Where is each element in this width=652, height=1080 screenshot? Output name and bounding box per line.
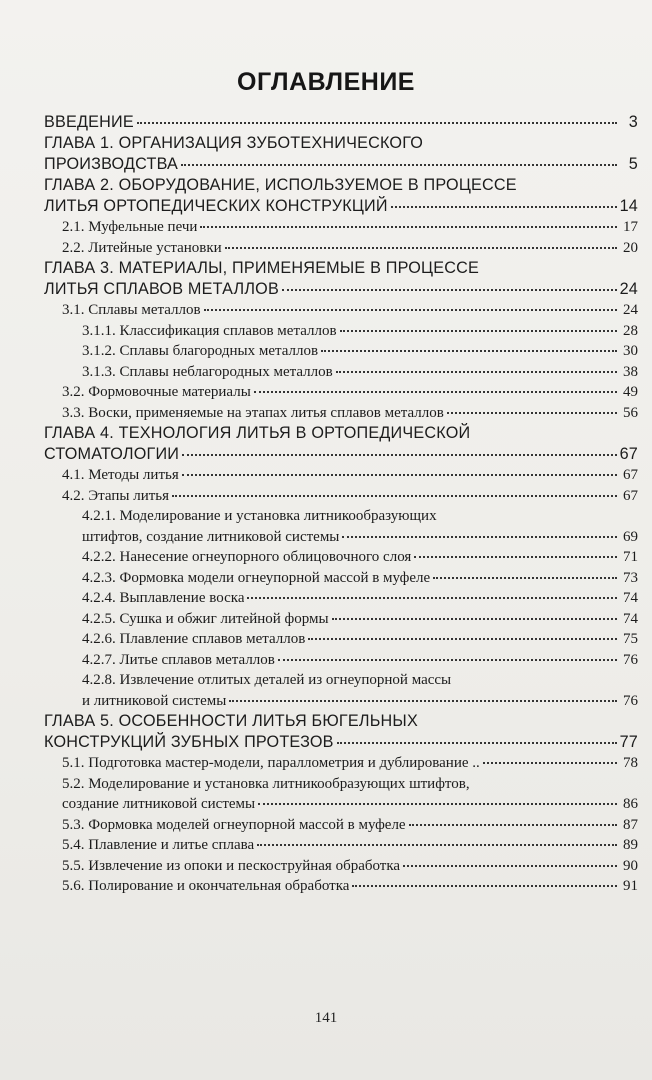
toc-entry bbox=[44, 382, 638, 403]
toc-entry-line bbox=[44, 711, 638, 732]
toc-entry bbox=[44, 609, 638, 630]
toc-page-number: 67 bbox=[623, 467, 638, 483]
toc-page-number: 76 bbox=[623, 692, 638, 709]
toc-entry-line bbox=[62, 856, 638, 877]
toc-entry-title: 3.1.3. Сплавы неблагородных металлов bbox=[82, 363, 333, 380]
toc-entry-title: 2.2. Литейные установки bbox=[62, 239, 222, 256]
toc-entry-line bbox=[82, 341, 638, 362]
toc-entry bbox=[44, 403, 638, 424]
toc-entry-title: ГЛАВА 5. ОСОБЕННОСТИ ЛИТЬЯ БЮГЕЛЬНЫХ bbox=[44, 712, 418, 730]
dot-leader bbox=[340, 330, 617, 332]
toc-page-number: 74 bbox=[623, 610, 638, 627]
toc-entry bbox=[44, 238, 638, 259]
dot-leader bbox=[181, 164, 617, 166]
toc-page-number: 20 bbox=[623, 239, 638, 256]
toc-entry-title: ПРОИЗВОДСТВА bbox=[44, 155, 179, 173]
toc-page-number: 78 bbox=[623, 755, 638, 771]
toc-page-number: 24 bbox=[623, 302, 638, 318]
toc-entry-line bbox=[82, 691, 638, 712]
dot-leader bbox=[258, 803, 617, 805]
toc-entry-title: ВВЕДЕНИЕ bbox=[44, 113, 134, 131]
toc-page-number: 86 bbox=[623, 796, 638, 812]
dot-leader bbox=[182, 474, 617, 476]
toc-entry-line bbox=[44, 112, 638, 133]
toc-entry-line bbox=[44, 196, 638, 217]
toc-entry bbox=[44, 486, 638, 507]
toc-page-number: 38 bbox=[623, 363, 638, 380]
toc-entry-title: 5.5. Извлечение из опоки и пескоструйная обработка bbox=[62, 857, 401, 874]
toc-entry-title: 4.2. Этапы литья bbox=[62, 487, 170, 504]
toc-entry-line bbox=[44, 444, 638, 465]
toc-entry-title: ГЛАВА 3. МАТЕРИАЛЫ, ПРИМЕНЯЕМЫЕ В ПРОЦЕССЕ bbox=[44, 259, 480, 277]
toc-entry-title: ЛИТЬЯ СПЛАВОВ МЕТАЛЛОВ bbox=[44, 280, 279, 298]
page-title: ОГЛАВЛЕНИЕ bbox=[237, 68, 415, 96]
dot-leader bbox=[336, 371, 617, 373]
toc-page-number: 71 bbox=[623, 549, 638, 565]
toc-page-number: 73 bbox=[623, 569, 638, 586]
toc-page-number: 49 bbox=[623, 384, 638, 400]
toc-entry-title: штифтов, создание литниковой системы bbox=[82, 528, 340, 545]
toc-entry-line bbox=[44, 732, 638, 753]
dot-leader bbox=[257, 844, 617, 846]
toc-entry-title: 4.2.5. Сушка и обжиг литейной формы bbox=[82, 610, 329, 627]
toc-entry bbox=[44, 506, 638, 547]
toc-entry-title: 3.1.1. Классификация сплавов металлов bbox=[82, 322, 337, 339]
dot-leader bbox=[204, 309, 617, 311]
toc-entry-title: 5.3. Формовка моделей огнеупорной массой в муфеле bbox=[62, 816, 406, 833]
toc-entry-title: ГЛАВА 4. ТЕХНОЛОГИЯ ЛИТЬЯ В ОРТОПЕДИЧЕСКОЙ bbox=[44, 424, 471, 442]
toc-entry-line bbox=[62, 876, 638, 897]
dot-leader bbox=[278, 659, 617, 661]
toc-page-number: 77 bbox=[619, 733, 638, 751]
toc-entry-title: 3.2. Формовочные материалы bbox=[62, 384, 251, 400]
toc-entry bbox=[44, 300, 638, 321]
toc-entry-title: и литниковой системы bbox=[82, 692, 227, 709]
toc-entry bbox=[44, 568, 638, 589]
toc-entry-title: 4.2.4. Выплавление воска bbox=[82, 590, 245, 606]
toc-entry bbox=[44, 465, 638, 486]
toc-entry-title: 5.4. Плавление и литье сплава bbox=[62, 837, 255, 853]
toc-entry bbox=[44, 547, 638, 568]
toc-entry-title: ГЛАВА 2. ОБОРУДОВАНИЕ, ИСПОЛЬЗУЕМОЕ В ПРОЦЕССЕ bbox=[44, 176, 517, 194]
toc-entry bbox=[44, 835, 638, 856]
dot-leader bbox=[332, 618, 617, 620]
toc-entry bbox=[44, 650, 638, 671]
toc-entry-line bbox=[62, 815, 638, 836]
toc-entry-line bbox=[44, 258, 638, 279]
toc-page-number: 91 bbox=[623, 878, 638, 894]
dot-leader bbox=[342, 536, 617, 538]
dot-leader bbox=[483, 762, 617, 764]
toc-entry-title: СТОМАТОЛОГИИ bbox=[44, 445, 180, 463]
toc-page-number: 89 bbox=[623, 837, 638, 853]
dot-leader bbox=[172, 495, 617, 497]
toc-entry-title: 4.2.6. Плавление сплавов металлов bbox=[82, 631, 306, 647]
toc-entry-title: 4.2.8. Извлечение отлитых деталей из огнеупорной массы bbox=[82, 672, 452, 688]
toc-page-number: 28 bbox=[623, 322, 638, 339]
dot-leader bbox=[321, 350, 617, 352]
toc-page-number: 87 bbox=[623, 816, 638, 833]
toc-entry bbox=[44, 588, 638, 609]
toc-entry-line bbox=[82, 506, 638, 527]
toc-entry-line bbox=[82, 547, 638, 568]
toc-entry bbox=[44, 341, 638, 362]
toc-entry bbox=[44, 774, 638, 815]
toc-entry bbox=[44, 670, 638, 711]
dot-leader bbox=[225, 247, 617, 249]
toc-entry-line bbox=[44, 133, 638, 154]
dot-leader bbox=[447, 412, 617, 414]
toc-entry-title: 5.2. Моделирование и установка литникообразующих штифтов, bbox=[62, 775, 470, 792]
toc-entry-title: 4.2.3. Формовка модели огнеупорной массой в муфеле bbox=[82, 569, 431, 586]
dot-leader bbox=[403, 865, 617, 867]
toc-page-number: 30 bbox=[623, 343, 638, 359]
toc-page-number: 74 bbox=[623, 590, 638, 606]
toc-entry bbox=[44, 753, 638, 774]
toc-entry-line bbox=[62, 774, 638, 795]
dot-leader bbox=[337, 742, 617, 744]
toc-entry-line bbox=[82, 588, 638, 609]
toc-entry-line bbox=[82, 568, 638, 589]
toc-entry-title: 5.6. Полирование и окончательная обработка bbox=[62, 878, 350, 894]
toc-entry-title: 4.1. Методы литья bbox=[62, 467, 179, 483]
toc-entry bbox=[44, 629, 638, 650]
dot-leader bbox=[229, 700, 617, 702]
toc-entry-line bbox=[62, 382, 638, 403]
toc-entry-title: 3.3. Воски, применяемые на этапах литья сплавов металлов bbox=[62, 404, 444, 421]
dot-leader bbox=[137, 122, 617, 124]
toc-entry-line bbox=[62, 753, 638, 774]
toc-entry-line bbox=[62, 403, 638, 424]
toc-entry-line bbox=[62, 300, 638, 321]
toc-entry-line bbox=[82, 527, 638, 548]
toc-entry-line bbox=[82, 609, 638, 630]
toc-entry-title: 4.2.1. Моделирование и установка литникообразующих bbox=[82, 508, 437, 524]
toc-entry-line bbox=[82, 629, 638, 650]
toc-entry-title: создание литниковой системы bbox=[62, 796, 256, 812]
table-of-contents bbox=[44, 112, 638, 897]
toc-entry-title: КОНСТРУКЦИЙ ЗУБНЫХ ПРОТЕЗОВ bbox=[44, 733, 334, 751]
toc-entry-line bbox=[62, 465, 638, 486]
toc-entry-line bbox=[82, 362, 638, 383]
toc-entry bbox=[44, 321, 638, 342]
toc-entry bbox=[44, 112, 638, 133]
toc-entry-line bbox=[44, 175, 638, 196]
dot-leader bbox=[414, 556, 617, 558]
toc-page-number: 24 bbox=[619, 280, 638, 298]
toc-page-number: 17 bbox=[623, 219, 638, 235]
toc-page-number: 76 bbox=[623, 651, 638, 668]
toc-entry bbox=[44, 362, 638, 383]
toc-page-number: 14 bbox=[619, 197, 638, 215]
toc-entry-title: ГЛАВА 1. ОРГАНИЗАЦИЯ ЗУБОТЕХНИЧЕСКОГО bbox=[44, 134, 424, 152]
toc-page-number: 56 bbox=[623, 404, 638, 421]
toc-entry-title: 4.2.2. Нанесение огнеупорного облицовочного слоя bbox=[82, 549, 412, 565]
toc-entry bbox=[44, 423, 638, 465]
toc-entry bbox=[44, 876, 638, 897]
toc-entry-line bbox=[62, 486, 638, 507]
toc-entry-line bbox=[44, 423, 638, 444]
toc-entry-line bbox=[82, 650, 638, 671]
dot-leader bbox=[308, 638, 617, 640]
dot-leader bbox=[254, 391, 617, 393]
toc-entry bbox=[44, 711, 638, 753]
toc-entry-line bbox=[44, 279, 638, 300]
toc-entry-title: 3.1.2. Сплавы благородных металлов bbox=[82, 343, 319, 359]
toc-entry-line bbox=[44, 154, 638, 175]
dot-leader bbox=[433, 577, 617, 579]
toc-entry bbox=[44, 258, 638, 300]
dot-leader bbox=[282, 289, 617, 291]
toc-entry-line bbox=[62, 217, 638, 238]
toc-entry bbox=[44, 175, 638, 217]
toc-entry-title: 4.2.7. Литье сплавов металлов bbox=[82, 651, 275, 668]
dot-leader bbox=[391, 206, 617, 208]
dot-leader bbox=[247, 597, 617, 599]
toc-entry-title: 2.1. Муфельные печи bbox=[62, 219, 198, 235]
toc-page-number: 69 bbox=[623, 528, 638, 545]
toc-entry-line bbox=[62, 794, 638, 815]
toc-entry-title: ЛИТЬЯ ОРТОПЕДИЧЕСКИХ КОНСТРУКЦИЙ bbox=[44, 197, 388, 215]
toc-page-number: 75 bbox=[623, 631, 638, 647]
toc-page-number: 5 bbox=[628, 155, 638, 173]
toc-page-number: 67 bbox=[623, 487, 638, 504]
toc-entry bbox=[44, 815, 638, 836]
toc-entry-line bbox=[62, 835, 638, 856]
dot-leader bbox=[352, 885, 617, 887]
toc-page-number: 67 bbox=[619, 445, 638, 463]
toc-page-number: 3 bbox=[628, 113, 638, 131]
dot-leader bbox=[200, 226, 617, 228]
toc-entry-line bbox=[62, 238, 638, 259]
toc-entry bbox=[44, 856, 638, 877]
toc-entry-title: 3.1. Сплавы металлов bbox=[62, 302, 201, 318]
dot-leader bbox=[409, 824, 617, 826]
page-number: 141 bbox=[314, 1010, 338, 1026]
toc-entry-line bbox=[82, 670, 638, 691]
toc-entry-title: 5.1. Подготовка мастер-модели, параллометрия и дублирование .. bbox=[62, 755, 480, 771]
toc-entry bbox=[44, 217, 638, 238]
dot-leader bbox=[182, 454, 616, 456]
toc-entry-line bbox=[82, 321, 638, 342]
toc-page-number: 90 bbox=[623, 857, 638, 874]
toc-entry bbox=[44, 133, 638, 175]
